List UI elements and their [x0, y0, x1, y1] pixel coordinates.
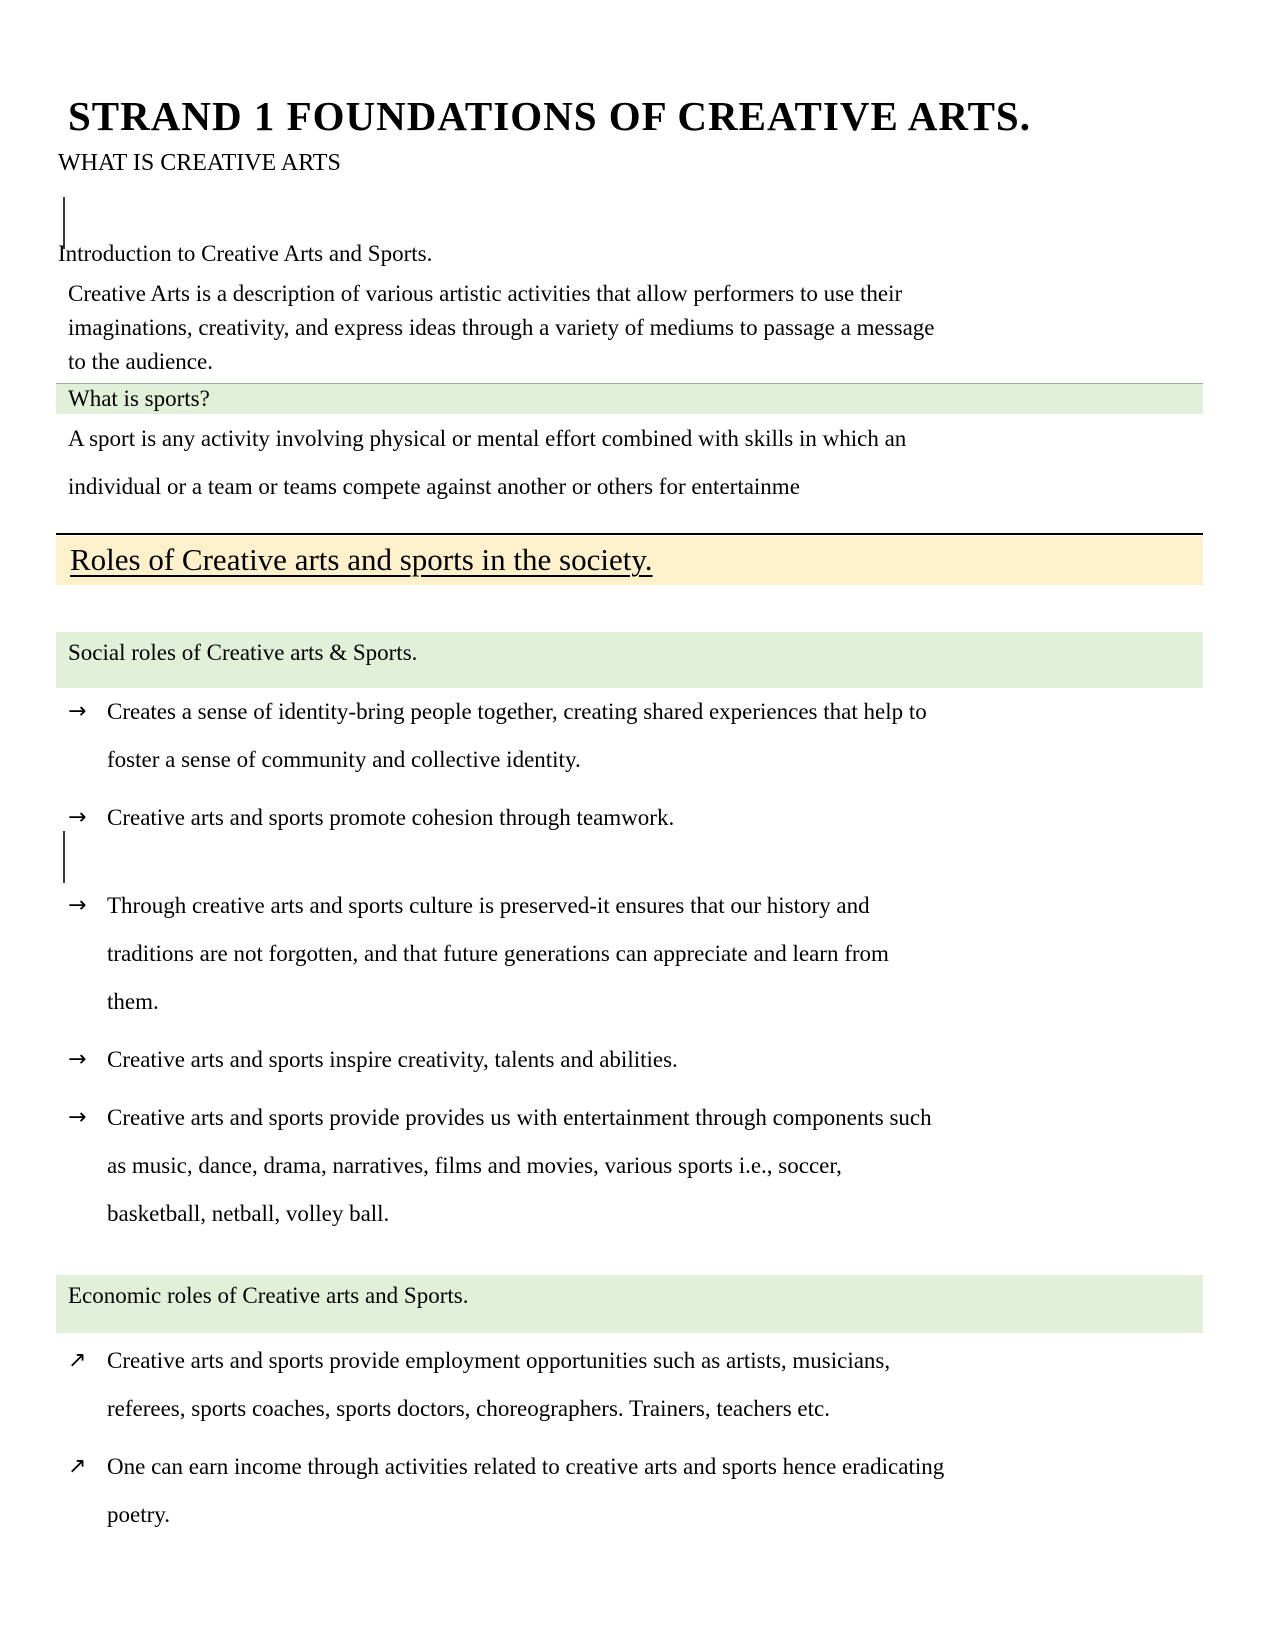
social-roles-list	[68, 688, 1198, 1248]
list-item-line: them.	[107, 989, 159, 1014]
paragraph-line: A sport is any activity involving physical or mental effort combined with skills in which an	[68, 426, 907, 451]
list-item	[68, 1036, 1198, 1084]
sport-definition-paragraph	[68, 415, 906, 511]
list-item	[68, 882, 1198, 1026]
heading-text: What is sports?	[68, 386, 210, 411]
arrow-right-icon: →	[68, 1105, 87, 1130]
paragraph-line: individual or a team or teams compete against another or others for entertainme	[68, 474, 800, 499]
paragraph-line: to the audience.	[68, 349, 213, 374]
arrow-right-icon: →	[68, 1047, 87, 1072]
intro-paragraph	[68, 277, 935, 379]
page-subtitle: WHAT IS CREATIVE ARTS	[58, 150, 341, 176]
arrow-right-icon: →	[68, 893, 87, 918]
heading-text: Social roles of Creative arts & Sports.	[68, 640, 418, 665]
arrow-right-icon: →	[68, 699, 87, 724]
arrow-up-right-icon: ↗	[68, 1348, 87, 1373]
list-item-line: basketball, netball, volley ball.	[107, 1201, 390, 1226]
list-item	[68, 1337, 1198, 1433]
heading-text: Roles of Creative arts and sports in the society.	[70, 542, 653, 577]
arrow-up-right-icon: ↗	[68, 1454, 87, 1479]
social-roles-heading	[56, 632, 1203, 688]
list-item-line: One can earn income through activities related to creative arts and sports hence eradicating	[107, 1454, 945, 1479]
list-item-line: Creative arts and sports inspire creativity, talents and abilities.	[107, 1047, 678, 1072]
horizontal-rule	[56, 533, 1203, 535]
economic-roles-heading	[56, 1275, 1203, 1333]
list-item-line: traditions are not forgotten, and that future generations can appreciate and learn from	[107, 941, 889, 966]
list-item-line: foster a sense of community and collective identity.	[107, 747, 581, 772]
list-item-line: as music, dance, drama, narratives, films and movies, various sports i.e., soccer,	[107, 1153, 842, 1178]
heading-text: Economic roles of Creative arts and Sports.	[68, 1283, 469, 1308]
list-item-line: poetry.	[107, 1502, 171, 1527]
roles-section-heading	[56, 536, 1203, 585]
paragraph-line: Creative Arts is a description of various artistic activities that allow performers to use their	[68, 281, 903, 306]
list-item	[68, 1443, 1198, 1539]
list-item-line: Creative arts and sports promote cohesion through teamwork.	[107, 805, 675, 830]
list-item	[68, 794, 1198, 842]
list-item-line: Creative arts and sports provide employment opportunities such as artists, musicians,	[107, 1348, 891, 1373]
list-item-line: Through creative arts and sports culture is preserved-it ensures that our history and	[107, 893, 870, 918]
list-item-line: Creative arts and sports provide provides us with entertainment through components such	[107, 1105, 932, 1130]
list-item	[68, 688, 1198, 784]
economic-roles-list	[68, 1337, 1198, 1549]
paragraph-line: imaginations, creativity, and express ideas through a variety of mediums to passage a message	[68, 315, 935, 340]
arrow-right-icon: →	[68, 805, 87, 830]
text-cursor[interactable]	[63, 831, 65, 883]
list-item-line: Creates a sense of identity-bring people together, creating shared experiences that help to	[107, 699, 927, 724]
intro-heading: Introduction to Creative Arts and Sports.	[58, 241, 433, 266]
list-item	[68, 1094, 1198, 1238]
what-is-sports-heading	[56, 383, 1203, 414]
list-item-line: referees, sports coaches, sports doctors, choreographers. Trainers, teachers etc.	[107, 1396, 830, 1421]
page-title: STRAND 1 FOUNDATIONS OF CREATIVE ARTS.	[68, 93, 1031, 139]
